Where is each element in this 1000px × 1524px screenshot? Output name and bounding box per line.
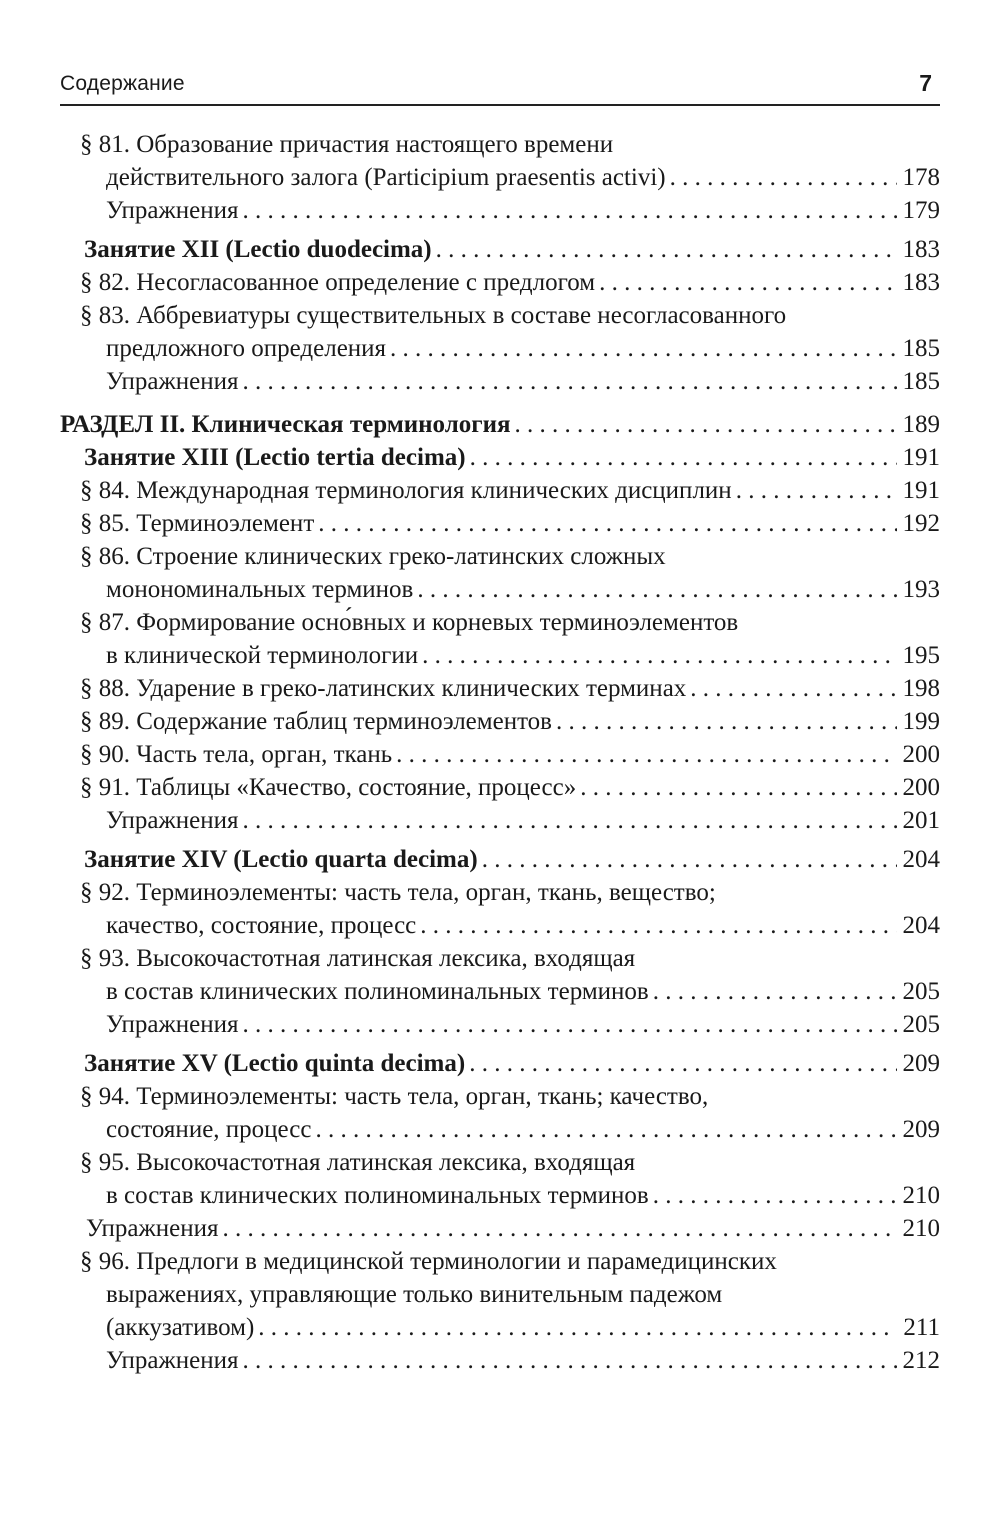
toc-page-number: 209 [902, 1050, 940, 1077]
dot-leader [482, 843, 897, 876]
dot-leader [315, 1113, 896, 1146]
toc-entry [0, 194, 1000, 227]
toc-entry [0, 365, 1000, 398]
toc-page-number: 210 [902, 1215, 940, 1242]
toc-entry-text: выражениях, управляющие только винительным падежом [106, 1281, 723, 1308]
toc-entry-text: § 84. Международная терминология клинических дисциплин [80, 477, 732, 504]
toc-section-entry [0, 843, 1000, 876]
dot-leader [469, 1047, 896, 1080]
dot-leader [653, 1179, 897, 1212]
toc-entry-text: (аккузативом) [106, 1314, 255, 1341]
running-header-title: Содержание [60, 72, 185, 95]
toc-entry [0, 1008, 1000, 1041]
dot-leader [580, 771, 896, 804]
dot-leader [556, 705, 897, 738]
toc-page-number: 192 [902, 510, 940, 537]
toc-entry [0, 299, 1000, 332]
toc-entry [0, 1212, 1000, 1245]
toc-entry-text: Занятие XV (Lectio quinta decima) [84, 1050, 466, 1077]
toc-page-number: 200 [902, 741, 940, 768]
toc-entry [0, 639, 1000, 672]
toc-page-number: 183 [902, 236, 940, 263]
toc-page-number: 195 [902, 642, 940, 669]
toc-entry [0, 705, 1000, 738]
toc-page-number: 198 [902, 675, 940, 702]
toc-page-number: 191 [902, 444, 940, 471]
toc-page-number: 204 [902, 846, 940, 873]
toc-page-number: 191 [902, 477, 940, 504]
toc-entry [0, 771, 1000, 804]
toc-entry-text: в клинической терминологии [106, 642, 419, 669]
toc-entry [0, 573, 1000, 606]
dot-leader [422, 639, 896, 672]
toc-page-number: 183 [902, 269, 940, 296]
dot-leader [242, 365, 896, 398]
toc-entry-text: § 93. Высокочастотная латинская лексика, входящая [80, 945, 636, 972]
toc-page-number: 205 [902, 978, 940, 1005]
toc-entry-text: Упражнения [106, 1347, 239, 1374]
toc-entry [0, 474, 1000, 507]
toc-entry-text: § 95. Высокочастотная латинская лексика, входящая [80, 1149, 636, 1176]
toc-entry-text: действительного залога (Participium praesentis activi) [106, 164, 666, 191]
toc-entry [0, 1278, 1000, 1311]
running-header [60, 70, 940, 106]
toc-entry [0, 266, 1000, 299]
toc-entry-text: Занятие XIV (Lectio quarta decima) [84, 846, 478, 873]
toc-entry-text: § 90. Часть тела, орган, ткань [80, 741, 393, 768]
toc-entry-text: § 83. Аббревиатуры существительных в составе несогласованного [80, 302, 787, 329]
dot-leader [242, 1008, 896, 1041]
toc-entry-text: Занятие XII (Lectio duodecima) [84, 236, 432, 263]
dot-leader [653, 975, 897, 1008]
table-of-contents [0, 128, 1000, 1377]
toc-page-number: 210 [902, 1182, 940, 1209]
toc-entry [0, 1113, 1000, 1146]
toc-entry [0, 909, 1000, 942]
toc-page-number: 179 [902, 197, 940, 224]
toc-entry-text: Упражнения [106, 197, 239, 224]
toc-page-number: 204 [902, 912, 940, 939]
toc-entry-text: в состав клинических полиноминальных терминов [106, 978, 649, 1005]
dot-leader [420, 909, 896, 942]
toc-entry [0, 804, 1000, 837]
toc-entry [0, 1080, 1000, 1113]
toc-entry-text: § 88. Ударение в греко-латинских клинических терминах [80, 675, 687, 702]
dot-leader [736, 474, 897, 507]
dot-leader [390, 332, 896, 365]
dot-leader [515, 408, 897, 441]
toc-entry [0, 672, 1000, 705]
page-number: 7 [919, 70, 932, 96]
toc-page-number: 199 [902, 708, 940, 735]
toc-entry [0, 738, 1000, 771]
dot-leader [599, 266, 896, 299]
dot-leader [258, 1311, 897, 1344]
toc-entry-text: § 82. Несогласованное определение с предлогом [80, 269, 596, 296]
toc-page-number: 193 [902, 576, 940, 603]
dot-leader [670, 161, 897, 194]
dot-leader [318, 507, 896, 540]
toc-section-entry [0, 441, 1000, 474]
toc-entry-text: Упражнения [106, 1011, 239, 1038]
toc-entry [0, 507, 1000, 540]
toc-entry-text: § 89. Содержание таблиц терминоэлементов [80, 708, 552, 735]
dot-leader [470, 441, 897, 474]
dot-leader [242, 1344, 896, 1377]
toc-entry-text: Занятие XIII (Lectio tertia decima) [84, 444, 466, 471]
toc-entry [0, 1344, 1000, 1377]
toc-entry [0, 876, 1000, 909]
dot-leader [242, 804, 896, 837]
toc-entry-text: состояние, процесс [106, 1116, 312, 1143]
toc-entry [0, 1179, 1000, 1212]
toc-page-number: 212 [902, 1347, 940, 1374]
toc-entry-text: качество, состояние, процесс [106, 912, 417, 939]
dot-leader [690, 672, 896, 705]
toc-entry [0, 942, 1000, 975]
toc-entry [0, 332, 1000, 365]
toc-page-number: 209 [902, 1116, 940, 1143]
toc-entry-text: § 86. Строение клинических греко-латинских сложных [80, 543, 666, 570]
toc-section-entry [0, 408, 1000, 441]
toc-entry-text: § 85. Терминоэлемент [80, 510, 315, 537]
toc-entry [0, 606, 1000, 639]
toc-section-entry [0, 1047, 1000, 1080]
toc-page-number: 178 [902, 164, 940, 191]
toc-page-number: 185 [902, 335, 940, 362]
toc-entry-text: § 94. Терминоэлементы: часть тела, орган, ткань; качество, [80, 1083, 709, 1110]
dot-leader [417, 573, 896, 606]
toc-entry-text: § 91. Таблицы «Качество, состояние, процесс» [80, 774, 577, 801]
dot-leader [222, 1212, 896, 1245]
dot-leader [396, 738, 896, 771]
toc-entry-text: предложного определения [106, 335, 387, 362]
toc-entry-text: РАЗДЕЛ II. Клиническая терминология [60, 411, 511, 438]
toc-entry [0, 1245, 1000, 1278]
dot-leader [242, 194, 896, 227]
toc-page-number: 200 [902, 774, 940, 801]
toc-page-number: 185 [902, 368, 940, 395]
toc-entry [0, 975, 1000, 1008]
toc-entry-text: § 92. Терминоэлементы: часть тела, орган, ткань, вещество; [80, 879, 716, 906]
toc-entry-text: монономинальных терминов [106, 576, 414, 603]
toc-entry-text: § 81. Образование причастия настоящего времени [80, 131, 614, 158]
toc-page-number: 211 [903, 1314, 940, 1341]
toc-entry [0, 1311, 1000, 1344]
toc-entry-text: в состав клинических полиноминальных терминов [106, 1182, 649, 1209]
toc-entry-text: Упражнения [106, 368, 239, 395]
toc-entry [0, 1146, 1000, 1179]
toc-entry-text: Упражнения [86, 1215, 219, 1242]
toc-entry-text: Упражнения [106, 807, 239, 834]
toc-entry [0, 128, 1000, 161]
toc-entry [0, 161, 1000, 194]
toc-page-number: 189 [902, 411, 940, 438]
toc-page-number: 205 [902, 1011, 940, 1038]
toc-page-number: 201 [902, 807, 940, 834]
toc-entry-text: § 96. Предлоги в медицинской терминологии и парамедицинских [80, 1248, 777, 1275]
toc-entry [0, 540, 1000, 573]
toc-section-entry [0, 233, 1000, 266]
dot-leader [436, 233, 897, 266]
toc-entry-text: § 87. Формирование осно́вных и корневых терминоэлементов [80, 609, 739, 636]
